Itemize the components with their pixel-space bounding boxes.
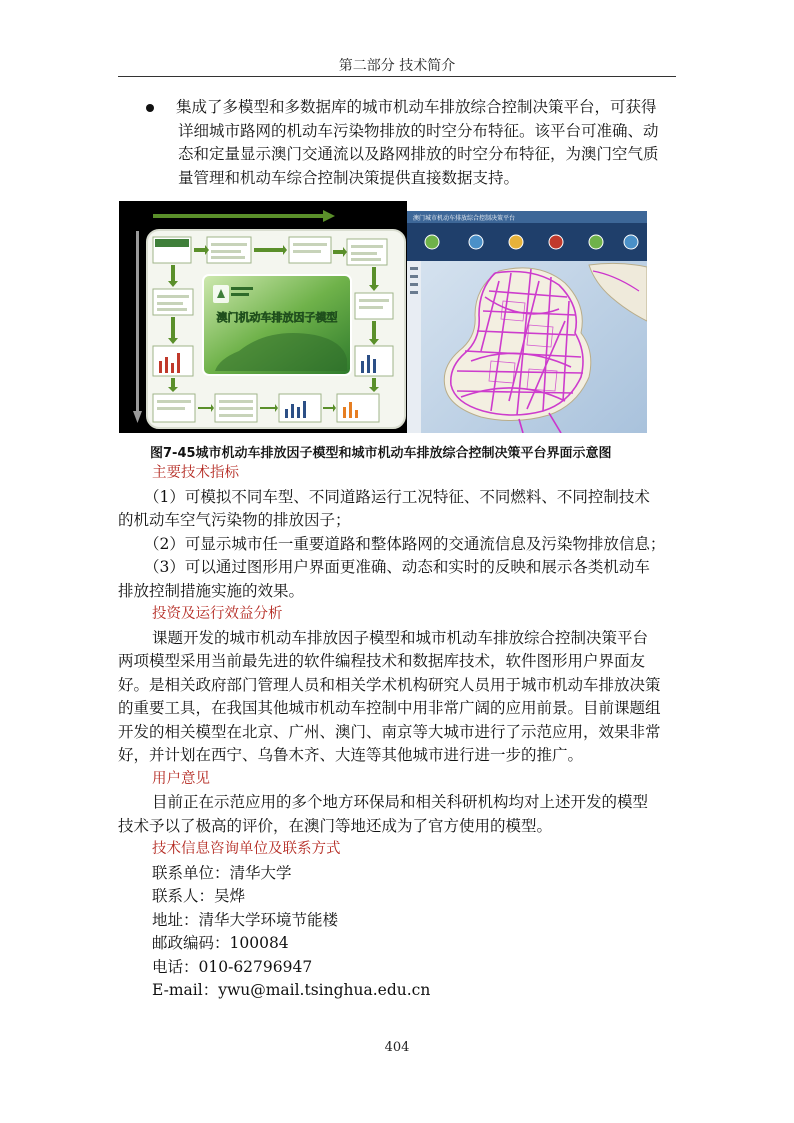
paragraph-line: 排放控制措施实施的效果。 bbox=[118, 581, 305, 600]
paragraph-line: 好。是相关政府部门管理人员和相关学术机构研究人员用于城市机动车排放决策 bbox=[118, 675, 661, 694]
paragraph-line: 的机动车空气污染物的排放因子； bbox=[118, 511, 351, 529]
figure-screenshots bbox=[119, 201, 647, 433]
contact-email: E-mail：ywu@mail.tsinghua.edu.cn bbox=[152, 981, 431, 999]
section-heading-user: 用户意见 bbox=[152, 770, 210, 787]
bullet-dot bbox=[146, 104, 154, 112]
paragraph-line: （1）可模拟不同车型、不同道路运行工况特征、不同燃料、不同控制技术 bbox=[144, 487, 650, 506]
bullet-line: 量管理和机动车综合控制决策提供直接数据支持。 bbox=[178, 168, 520, 187]
section-heading-contact: 技术信息咨询单位及联系方式 bbox=[152, 841, 341, 857]
contact-unit: 联系单位：清华大学 bbox=[152, 863, 292, 882]
paragraph-line: 课题开发的城市机动车排放因子模型和城市机动车排放综合控制决策平台 bbox=[152, 628, 649, 647]
contact-address: 地址：清华大学环境节能楼 bbox=[152, 910, 339, 929]
map-window-title: 澳门城市机动车排放综合控制决策平台 bbox=[413, 215, 516, 222]
page-header: 第二部分 技术简介 bbox=[338, 58, 456, 74]
paragraph-line: （2）可显示城市任一重要道路和整体路网的交通流信息及污染物排放信息； bbox=[144, 534, 666, 553]
paragraph-line: 好，并计划在西宁、乌鲁木齐、大连等其他城市进行进一步的推广。 bbox=[118, 746, 584, 764]
section-heading-investment: 投资及运行效益分析 bbox=[152, 606, 283, 622]
bullet-line: 态和定量显示澳门交通流以及路网排放的时空分布特征，为澳门空气质 bbox=[178, 145, 659, 163]
paragraph-line: 开发的相关模型在北京、广州、澳门、南京等大城市进行了示范应用，效果非常 bbox=[118, 722, 661, 741]
figure-caption: 图7-45城市机动车排放因子模型和城市机动车排放综合控制决策平台界面示意图 bbox=[150, 446, 612, 461]
bullet-line: 详细城市路网的机动车污染物排放的时空分布特征。该平台可准确、动 bbox=[178, 121, 659, 140]
bullet-line: 集成了多模型和多数据库的城市机动车排放综合控制决策平台，可获得 bbox=[176, 98, 657, 116]
paragraph-line: 技术予以了极高的评价，在澳门等地还成为了官方使用的模型。 bbox=[118, 816, 553, 835]
splash-title: 澳门机动车排放因子模型 bbox=[216, 311, 338, 324]
contact-person: 联系人：吴烨 bbox=[152, 887, 246, 905]
bullet-paragraph bbox=[148, 96, 678, 190]
main-content bbox=[118, 462, 678, 1003]
paragraph-line: 目前正在示范应用的多个地方环保局和相关科研机构均对上述开发的模型 bbox=[152, 793, 649, 811]
paragraph-line: 的重要工具，在我国其他城市机动车控制中用非常广阔的应用前景。目前课题组 bbox=[118, 699, 661, 717]
page-number: 404 bbox=[384, 1040, 410, 1055]
section-heading-tech: 主要技术指标 bbox=[152, 465, 239, 481]
paragraph-line: （3）可以通过图形用户界面更准确、动态和实时的反映和展示各类机动车 bbox=[144, 558, 650, 576]
contact-phone: 电话：010-62796947 bbox=[152, 957, 313, 976]
contact-postcode: 邮政编码：100084 bbox=[152, 934, 289, 952]
header-rule bbox=[118, 76, 676, 77]
paragraph-line: 两项模型采用当前最先进的软件编程技术和数据库技术，软件图形用户界面友 bbox=[118, 652, 646, 670]
